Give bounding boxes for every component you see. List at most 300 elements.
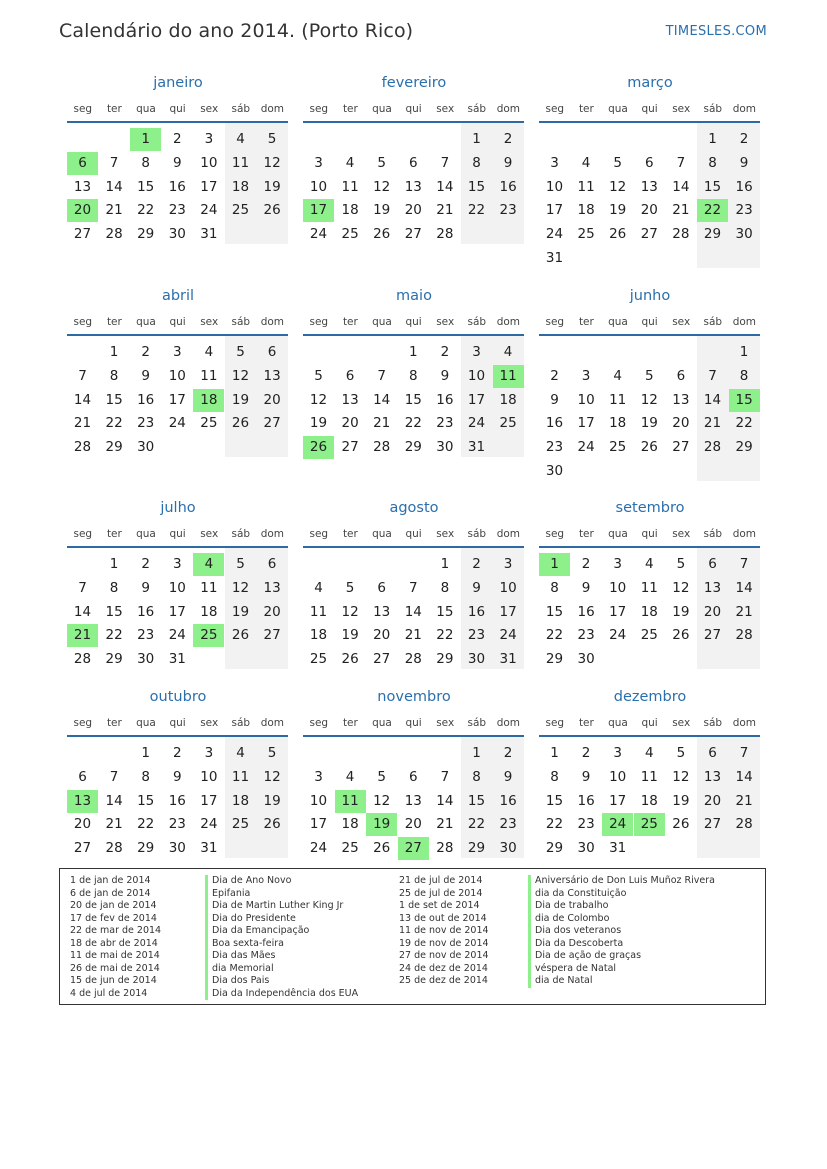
- legend-holiday-name: Dia da Emancipação: [205, 925, 358, 938]
- day-cell: 19: [640, 415, 658, 432]
- day-cell: 10: [545, 178, 564, 195]
- day-cell: 18: [309, 627, 328, 644]
- day-cell: 24: [309, 226, 328, 243]
- day-cell: 19: [263, 178, 281, 195]
- day-cell: 8: [472, 768, 481, 785]
- day-cell: 13: [404, 178, 422, 195]
- day-cell: 15: [467, 792, 486, 809]
- month-title: setembro: [615, 500, 685, 516]
- legend-holiday-name: Dia do Presidente: [205, 913, 358, 926]
- day-cell: 24: [545, 226, 564, 243]
- day-cell: 26: [373, 840, 391, 857]
- day-cell: 13: [373, 603, 391, 620]
- weekday-label: dom: [496, 717, 521, 729]
- weekday-header: [539, 101, 761, 117]
- day-cell: 26: [373, 226, 391, 243]
- day-cell: 3: [472, 344, 481, 360]
- day-cell: 8: [409, 367, 418, 384]
- day-cell: 11: [640, 768, 658, 785]
- day-cell: 5: [377, 154, 386, 171]
- day-cell: 8: [708, 154, 717, 171]
- day-cell: 7: [440, 154, 450, 171]
- weekday-header: [303, 526, 525, 542]
- legend-date: 17 de fev de 2014: [70, 912, 157, 924]
- weekday-header: [303, 314, 525, 330]
- day-cell: 31: [200, 226, 218, 243]
- day-cell: 15: [137, 792, 155, 809]
- holiday-day-cell: 11: [493, 365, 524, 388]
- day-cell: 9: [173, 768, 182, 785]
- day-cell: 26: [672, 627, 690, 644]
- legend-holiday-name: Dia de ação de graças: [528, 950, 715, 963]
- day-cell: 12: [231, 367, 250, 384]
- day-cell: 11: [200, 367, 218, 384]
- weekday-label: sáb: [703, 717, 723, 729]
- day-cell: 21: [703, 415, 722, 432]
- day-cell: 6: [645, 154, 654, 171]
- day-cell: 12: [609, 178, 627, 195]
- day-cell: 16: [577, 792, 595, 809]
- day-cell: 22: [467, 202, 486, 219]
- day-cell: 20: [703, 792, 722, 809]
- day-cell: 12: [309, 391, 328, 408]
- day-cell: 10: [168, 367, 186, 384]
- day-cell: 22: [467, 816, 486, 833]
- day-cell: 1: [141, 745, 150, 761]
- holiday-day-cell: 21: [67, 624, 98, 647]
- day-cell: 4: [345, 768, 355, 785]
- legend-date: 22 de mar de 2014: [70, 925, 162, 936]
- day-cell: 9: [173, 154, 182, 171]
- day-cell: 8: [472, 154, 481, 171]
- weekday-header: [67, 715, 289, 731]
- holiday-day-cell: 4: [193, 553, 224, 576]
- weekday-label: qui: [405, 316, 422, 328]
- day-cell: 28: [436, 226, 454, 243]
- day-cell: 3: [173, 344, 182, 360]
- day-cell: 21: [404, 627, 422, 644]
- day-cell: 11: [309, 603, 328, 620]
- weekday-label: ter: [342, 717, 358, 729]
- day-cell: 15: [404, 391, 422, 408]
- weekday-label: sáb: [231, 717, 251, 729]
- day-cell: 14: [703, 391, 722, 408]
- day-cell: 20: [373, 627, 391, 644]
- day-cell: 13: [263, 367, 281, 384]
- day-cell: 30: [735, 226, 753, 243]
- day-cell: 23: [735, 202, 753, 219]
- day-cell: 20: [672, 415, 690, 432]
- weekday-label: qui: [641, 103, 658, 115]
- day-cell: 21: [672, 202, 690, 219]
- day-cell: 9: [472, 579, 481, 596]
- legend-date: 19 de nov de 2014: [399, 937, 489, 949]
- legend-date: 25 de dez de 2014: [399, 975, 488, 986]
- weekday-label: qui: [405, 528, 422, 540]
- day-cell: 8: [440, 579, 450, 596]
- weekday-label: ter: [578, 717, 594, 729]
- weekday-label: seg: [309, 316, 329, 328]
- legend-holiday-name: Dia de trabalho: [528, 900, 715, 913]
- page-title: Calendário do ano 2014. (Porto Rico): [59, 20, 414, 42]
- day-cell: 10: [577, 391, 595, 408]
- day-cell: 23: [168, 816, 186, 833]
- day-cell: 12: [263, 154, 281, 171]
- day-cell: 22: [404, 415, 422, 432]
- weekday-label: seg: [309, 103, 329, 115]
- day-cell: 27: [703, 816, 722, 833]
- day-cell: 2: [550, 367, 559, 384]
- weekday-label: qui: [641, 316, 658, 328]
- legend-left-dates: [70, 875, 161, 1000]
- day-cell: 11: [609, 391, 627, 408]
- day-cell: 4: [314, 579, 323, 596]
- holiday-day-cell: 15: [729, 389, 760, 412]
- day-cell: 8: [141, 154, 150, 171]
- day-cell: 13: [640, 178, 658, 195]
- day-cell: 26: [341, 651, 359, 668]
- weekday-label: dom: [496, 103, 521, 115]
- day-cell: 30: [168, 226, 186, 243]
- weekday-label: qua: [372, 717, 392, 729]
- brand-link[interactable]: TIMESLES.COM: [665, 24, 767, 39]
- day-cell: 17: [168, 603, 186, 620]
- month-title: maio: [396, 288, 432, 304]
- day-cell: 5: [377, 768, 386, 785]
- day-cell: 9: [503, 154, 513, 171]
- day-cell: 30: [499, 840, 517, 857]
- legend-holiday-name: dia de Colombo: [528, 913, 715, 926]
- day-cell: 14: [373, 391, 391, 408]
- day-cell: 4: [236, 131, 245, 147]
- day-cell: 31: [545, 250, 564, 266]
- weekday-header: [303, 101, 525, 117]
- day-cell: 13: [341, 391, 359, 408]
- day-cell: 28: [105, 226, 123, 243]
- day-cell: 6: [708, 556, 717, 572]
- day-cell: 7: [739, 745, 749, 761]
- day-cell: 31: [609, 840, 627, 857]
- day-cell: 26: [263, 816, 281, 833]
- legend-date: 20 de jan de 2014: [70, 900, 157, 911]
- day-cell: 9: [581, 768, 591, 785]
- legend-date: 24 de dez de 2014: [399, 962, 488, 974]
- day-cell: 6: [676, 367, 686, 384]
- day-cell: 29: [404, 439, 422, 456]
- weekday-label: qui: [641, 528, 658, 540]
- day-cell: 17: [609, 792, 627, 809]
- day-cell: 3: [314, 768, 323, 785]
- day-cell: 22: [436, 627, 454, 644]
- holiday-day-cell: 20: [67, 199, 98, 222]
- weekday-label: seg: [73, 717, 93, 729]
- day-cell: 24: [577, 439, 595, 456]
- day-cell: 21: [735, 603, 753, 620]
- day-cell: 13: [703, 579, 722, 596]
- weekday-label: seg: [545, 103, 565, 115]
- day-cell: 16: [137, 603, 155, 620]
- day-cell: 14: [672, 178, 690, 195]
- weekday-label: dom: [732, 528, 757, 540]
- weekday-label: dom: [260, 103, 285, 115]
- day-cell: 5: [236, 556, 245, 572]
- day-cell: 18: [640, 603, 658, 620]
- day-cell: 13: [404, 792, 422, 809]
- legend-date: 26 de mai de 2014: [70, 962, 160, 974]
- day-cell: 2: [503, 131, 513, 147]
- day-cell: 3: [173, 556, 182, 572]
- day-cell: 14: [436, 178, 454, 195]
- weekday-label: sáb: [231, 528, 251, 540]
- day-cell: 8: [739, 367, 749, 384]
- day-cell: 14: [735, 579, 753, 596]
- day-cell: 7: [739, 556, 749, 572]
- day-cell: 5: [645, 367, 654, 384]
- day-cell: 29: [137, 226, 155, 243]
- day-cell: 17: [467, 391, 486, 408]
- day-cell: 31: [168, 651, 186, 668]
- day-cell: 23: [499, 816, 517, 833]
- weekday-label: qua: [608, 103, 628, 115]
- day-cell: 1: [109, 556, 119, 572]
- legend-holiday-name: Boa sexta-feira: [205, 938, 358, 951]
- weekday-label: dom: [496, 316, 521, 328]
- day-cell: 2: [472, 556, 481, 572]
- day-cell: 10: [609, 768, 627, 785]
- day-cell: 12: [672, 579, 690, 596]
- day-cell: 15: [467, 178, 486, 195]
- day-cell: 27: [263, 415, 281, 432]
- legend-date: 6 de jan de 2014: [70, 887, 151, 899]
- month-title: janeiro: [153, 75, 203, 91]
- day-cell: 21: [73, 415, 92, 432]
- day-cell: 13: [73, 178, 92, 195]
- day-cell: 4: [581, 154, 591, 171]
- weekday-label: sex: [436, 717, 455, 729]
- day-cell: 1: [550, 745, 559, 761]
- day-cell: 16: [735, 178, 753, 195]
- day-cell: 20: [263, 603, 281, 620]
- day-cell: 17: [577, 415, 595, 432]
- day-cell: 29: [105, 651, 123, 668]
- day-cell: 16: [499, 792, 517, 809]
- day-cell: 2: [173, 131, 182, 147]
- day-cell: 20: [640, 202, 658, 219]
- day-cell: 18: [341, 816, 359, 833]
- day-cell: 15: [545, 603, 564, 620]
- month-title: agosto: [389, 500, 439, 516]
- day-cell: 3: [613, 556, 622, 572]
- day-cell: 5: [345, 579, 355, 596]
- day-cell: 14: [105, 178, 123, 195]
- legend-holiday-name: véspera de Natal: [528, 963, 715, 976]
- day-cell: 6: [267, 556, 277, 572]
- day-cell: 17: [609, 603, 627, 620]
- weekday-label: seg: [545, 316, 565, 328]
- day-cell: 25: [577, 226, 595, 243]
- day-cell: 17: [200, 792, 218, 809]
- weekday-label: seg: [309, 528, 329, 540]
- day-cell: 20: [404, 816, 422, 833]
- weekday-label: sex: [200, 717, 219, 729]
- day-cell: 25: [231, 202, 250, 219]
- weekday-label: ter: [106, 528, 122, 540]
- weekday-label: dom: [732, 717, 757, 729]
- day-cell: 19: [672, 603, 690, 620]
- legend-date: 1 de jan de 2014: [70, 875, 151, 886]
- day-cell: 22: [105, 415, 123, 432]
- day-cell: 6: [267, 344, 277, 360]
- day-cell: 27: [73, 840, 92, 857]
- day-cell: 24: [609, 627, 627, 644]
- month-title: dezembro: [613, 689, 687, 705]
- legend-date: 4 de jul de 2014: [70, 987, 148, 999]
- day-cell: 7: [109, 768, 119, 785]
- weekday-label: qua: [372, 528, 392, 540]
- day-cell: 7: [708, 367, 717, 384]
- day-cell: 19: [672, 792, 690, 809]
- day-cell: 30: [577, 840, 595, 857]
- legend-date: 1 de set de 2014: [399, 900, 480, 911]
- legend-date: 25 de jul de 2014: [399, 887, 483, 899]
- weekday-label: sáb: [467, 528, 487, 540]
- day-cell: 10: [168, 579, 186, 596]
- month-title: novembro: [377, 689, 451, 705]
- day-cell: 28: [436, 840, 454, 857]
- day-cell: 16: [467, 603, 486, 620]
- day-cell: 26: [640, 439, 658, 456]
- day-cell: 4: [236, 745, 245, 761]
- day-cell: 20: [341, 415, 359, 432]
- weekday-label: sáb: [467, 103, 487, 115]
- day-cell: 3: [503, 556, 513, 572]
- day-cell: 12: [640, 391, 658, 408]
- day-cell: 16: [499, 178, 517, 195]
- day-cell: 10: [309, 178, 328, 195]
- day-cell: 2: [503, 745, 513, 761]
- day-cell: 9: [739, 154, 749, 171]
- month-title: março: [627, 75, 673, 91]
- day-cell: 28: [73, 651, 92, 668]
- day-cell: 4: [645, 745, 654, 761]
- day-cell: 7: [377, 367, 386, 384]
- day-cell: 22: [137, 816, 155, 833]
- legend-date: 18 de abr de 2014: [70, 937, 158, 949]
- weekday-label: ter: [342, 316, 358, 328]
- weekday-label: ter: [578, 316, 594, 328]
- day-cell: 25: [609, 439, 627, 456]
- day-cell: 6: [409, 154, 418, 171]
- day-cell: 29: [467, 840, 486, 857]
- day-cell: 1: [472, 131, 481, 147]
- day-cell: 19: [263, 792, 281, 809]
- day-cell: 12: [373, 178, 391, 195]
- day-cell: 31: [467, 439, 486, 456]
- weekday-label: ter: [578, 103, 594, 115]
- legend-date: 15 de jun de 2014: [70, 975, 157, 986]
- day-cell: 29: [105, 439, 123, 456]
- day-cell: 15: [703, 178, 722, 195]
- day-cell: 19: [341, 627, 359, 644]
- holiday-day-cell: 6: [67, 152, 98, 175]
- day-cell: 18: [640, 792, 658, 809]
- day-cell: 8: [550, 768, 559, 785]
- weekday-label: ter: [342, 528, 358, 540]
- day-cell: 9: [550, 391, 559, 408]
- day-cell: 1: [472, 745, 481, 761]
- weekday-label: qua: [136, 103, 156, 115]
- weekday-label: sáb: [231, 316, 251, 328]
- holiday-day-cell: 25: [634, 813, 665, 836]
- day-cell: 16: [168, 178, 186, 195]
- day-cell: 31: [499, 651, 517, 668]
- day-cell: 6: [708, 745, 717, 761]
- day-cell: 12: [231, 579, 250, 596]
- day-cell: 18: [609, 415, 627, 432]
- day-cell: 30: [436, 439, 454, 456]
- day-cell: 4: [613, 367, 622, 384]
- weekday-label: dom: [496, 528, 521, 540]
- day-cell: 11: [231, 768, 250, 785]
- weekday-label: qua: [136, 528, 156, 540]
- legend-holiday-name: Dia de Ano Novo: [205, 875, 358, 888]
- weekday-header: [67, 101, 289, 117]
- day-cell: 5: [613, 154, 622, 171]
- weekday-label: sex: [436, 528, 455, 540]
- month-title: abril: [161, 288, 195, 304]
- day-cell: 14: [105, 792, 123, 809]
- day-cell: 17: [499, 603, 517, 620]
- day-cell: 26: [231, 627, 250, 644]
- holiday-day-cell: 11: [335, 790, 366, 813]
- day-cell: 3: [314, 154, 323, 171]
- day-cell: 1: [109, 344, 119, 360]
- day-cell: 23: [436, 415, 454, 432]
- day-cell: 27: [640, 226, 658, 243]
- day-cell: 16: [577, 603, 595, 620]
- day-cell: 18: [200, 603, 218, 620]
- day-cell: 31: [200, 840, 218, 857]
- day-cell: 28: [703, 439, 722, 456]
- day-cell: 1: [440, 556, 450, 572]
- weekday-label: qua: [372, 316, 392, 328]
- day-cell: 22: [105, 627, 123, 644]
- day-cell: 5: [676, 556, 686, 572]
- weekday-header: [67, 314, 289, 330]
- holiday-legend: [59, 868, 766, 1005]
- weekday-label: qua: [608, 717, 628, 729]
- legend-holiday-name: Dia da Independência dos EUA: [205, 988, 358, 1001]
- weekday-label: qui: [641, 717, 658, 729]
- day-cell: 20: [703, 603, 722, 620]
- day-cell: 27: [703, 627, 722, 644]
- day-cell: 7: [676, 154, 686, 171]
- day-cell: 7: [440, 768, 450, 785]
- day-cell: 25: [231, 816, 250, 833]
- day-cell: 11: [231, 154, 250, 171]
- holiday-day-cell: 24: [602, 813, 633, 836]
- day-cell: 4: [204, 344, 214, 360]
- day-cell: 3: [581, 367, 591, 384]
- day-cell: 14: [436, 792, 454, 809]
- day-cell: 23: [577, 627, 595, 644]
- weekday-header: [303, 715, 525, 731]
- holiday-day-cell: 26: [303, 436, 334, 459]
- day-cell: 28: [373, 439, 391, 456]
- day-cell: 13: [263, 579, 281, 596]
- day-cell: 30: [577, 651, 595, 668]
- day-cell: 11: [577, 178, 595, 195]
